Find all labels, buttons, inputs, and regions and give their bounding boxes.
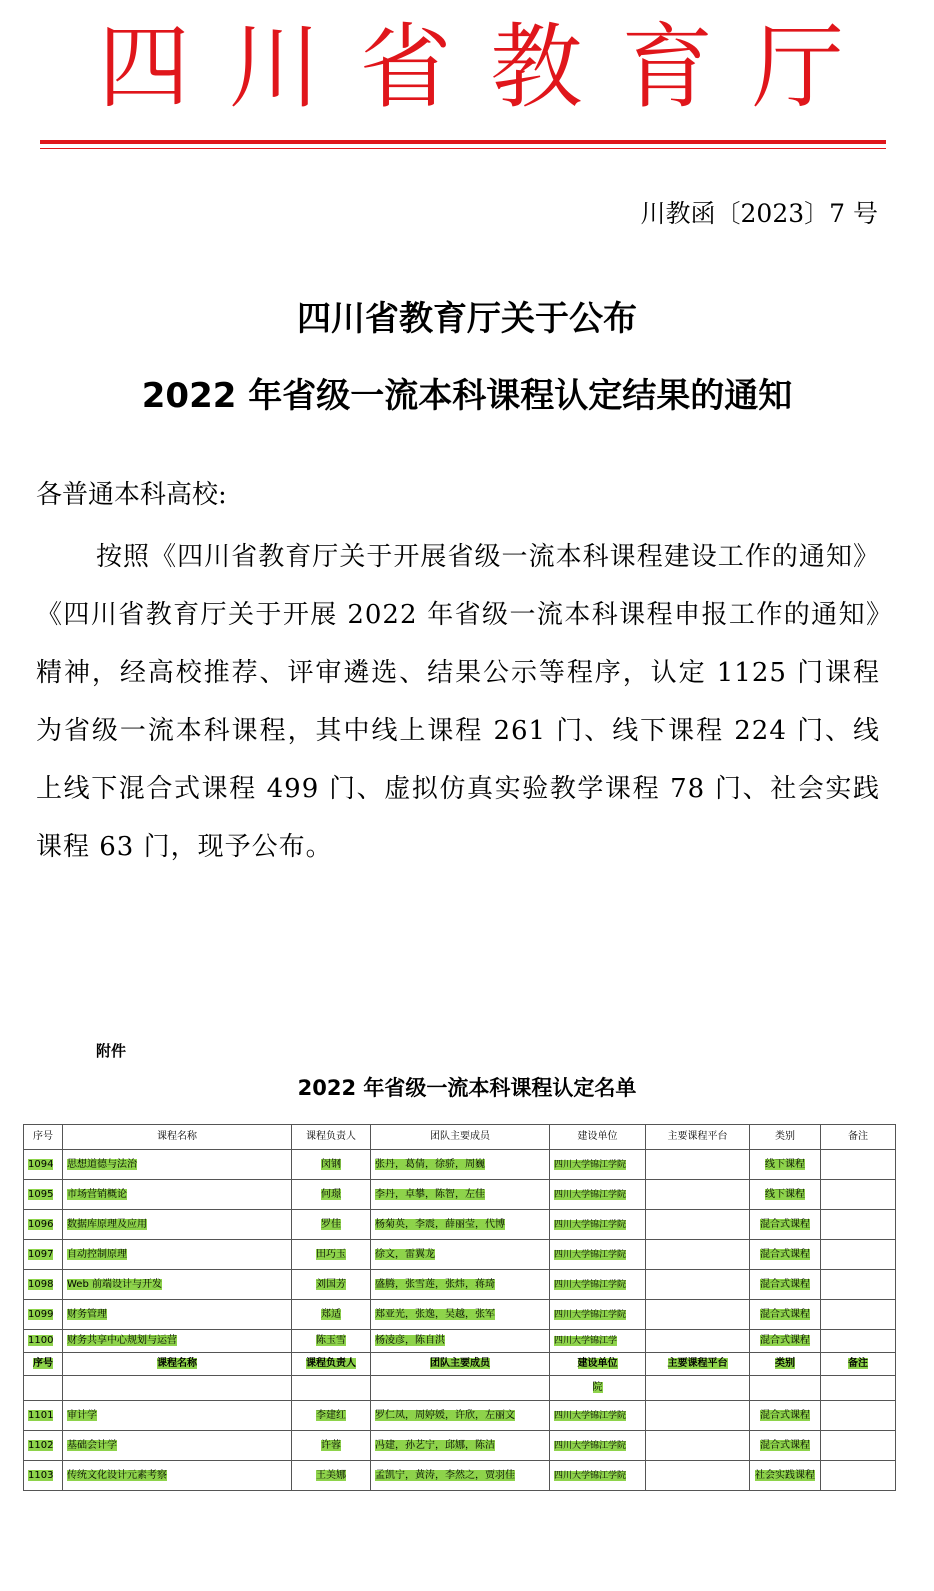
column-header: 主要课程平台: [646, 1353, 750, 1376]
building-unit: 四川大学锦江学院: [550, 1180, 646, 1210]
course-name: 审计学: [63, 1401, 292, 1431]
team-members: 李丹，卓攀，陈智，左佳: [371, 1180, 550, 1210]
course-lead: 罗佳: [292, 1210, 371, 1240]
row-number: 1096: [24, 1210, 63, 1240]
row-note: [821, 1180, 896, 1210]
course-category: 线下课程: [750, 1180, 821, 1210]
table-row: [24, 1210, 896, 1240]
building-unit: 四川大学锦江学院: [550, 1300, 646, 1330]
row-number: 1097: [24, 1240, 63, 1270]
course-platform: [646, 1180, 750, 1210]
table-row: [24, 1300, 896, 1330]
column-header: 课程负责人: [292, 1125, 371, 1150]
letterhead: [40, 14, 886, 121]
building-unit: 四川大学锦江学院: [550, 1210, 646, 1240]
course-platform: [646, 1210, 750, 1240]
row-note: [821, 1270, 896, 1300]
table-title: 2022 年省级一流本科课程认定名单: [297, 1076, 637, 1100]
team-members: 郑亚光，张逸，吴越，张军: [371, 1300, 550, 1330]
row-number: 1100: [24, 1330, 63, 1353]
table-header-row: [24, 1125, 896, 1150]
row-number: 1102: [24, 1431, 63, 1461]
continuation-cell: [292, 1376, 371, 1401]
course-name: 自动控制原理: [63, 1240, 292, 1270]
document-number: 川教函〔2023〕7 号: [640, 199, 878, 228]
course-platform: [646, 1240, 750, 1270]
course-category: 混合式课程: [750, 1401, 821, 1431]
course-platform: [646, 1150, 750, 1180]
continuation-cell: [646, 1376, 750, 1401]
row-number: 1103: [24, 1461, 63, 1491]
course-category: 社会实践课程: [750, 1461, 821, 1491]
team-members: 杨菊英，李震，薛丽莹，代博: [371, 1210, 550, 1240]
course-category: 混合式课程: [750, 1240, 821, 1270]
course-lead: 陈玉雪: [292, 1330, 371, 1353]
column-header: 类别: [750, 1125, 821, 1150]
notice-title-line2: 2022 年省级一流本科课程认定结果的通知: [141, 376, 793, 416]
row-number: 1094: [24, 1150, 63, 1180]
building-unit: 四川大学锦江学院: [550, 1270, 646, 1300]
building-unit: 四川大学锦江学院: [550, 1431, 646, 1461]
notice-title-line1: 四川省教育厅关于公布: [297, 299, 637, 339]
continuation-cell: 院: [550, 1376, 646, 1401]
building-unit: 四川大学锦江学院: [550, 1461, 646, 1491]
row-number: 1101: [24, 1401, 63, 1431]
column-header: 建设单位: [550, 1353, 646, 1376]
building-unit: 四川大学锦江学: [550, 1330, 646, 1353]
header-rule-thin: [40, 148, 886, 149]
table-row: [24, 1330, 896, 1353]
building-unit: 四川大学锦江学院: [550, 1240, 646, 1270]
continuation-cell: [24, 1376, 63, 1401]
row-note: [821, 1461, 896, 1491]
notice-body: 按照《四川省教育厅关于开展省级一流本科课程建设工作的通知》《四川省教育厅关于开展 2022 年省级一流本科课程申报工作的通知》精神，经高校推荐、评审遴选、结果公示等程序，认定 1125 门课程为省级一流本科课程，其中线上课程 261 门、线下课程 224 门、线上线下混合式课程 499 门、虚拟仿真实验教学课程 78 门、社会实践课程 63 门，现予公布。: [36, 542, 880, 862]
attachment-label: 附件: [96, 1042, 127, 1060]
course-category: 混合式课程: [750, 1270, 821, 1300]
course-category: 线下课程: [750, 1150, 821, 1180]
continuation-row: [24, 1376, 896, 1401]
row-note: [821, 1401, 896, 1431]
column-header: 课程名称: [63, 1125, 292, 1150]
row-note: [821, 1431, 896, 1461]
team-members: 盛腾，张雪莲，张炜，蒋琦: [371, 1270, 550, 1300]
column-header: 主要课程平台: [646, 1125, 750, 1150]
course-table: [23, 1124, 896, 1491]
table-row: [24, 1431, 896, 1461]
course-platform: [646, 1461, 750, 1491]
column-header: 课程负责人: [292, 1353, 371, 1376]
row-note: [821, 1300, 896, 1330]
table-row: [24, 1401, 896, 1431]
row-number: 1095: [24, 1180, 63, 1210]
column-header: 序号: [24, 1353, 63, 1376]
course-platform: [646, 1270, 750, 1300]
column-header: 团队主要成员: [371, 1125, 550, 1150]
table-row: [24, 1180, 896, 1210]
table-header-row: [24, 1353, 896, 1376]
column-header: 序号: [24, 1125, 63, 1150]
course-name: Web 前端设计与开发: [63, 1270, 292, 1300]
team-members: 冯建，孙艺宁，邱娜，陈洁: [371, 1431, 550, 1461]
continuation-cell: [371, 1376, 550, 1401]
course-lead: 何璟: [292, 1180, 371, 1210]
table-row: [24, 1461, 896, 1491]
letterhead-char: 省: [359, 14, 452, 121]
team-members: 杨凌彦，陈自洪: [371, 1330, 550, 1353]
course-lead: 刘国芳: [292, 1270, 371, 1300]
row-number: 1098: [24, 1270, 63, 1300]
course-name: 财务共享中心规划与运营: [63, 1330, 292, 1353]
course-platform: [646, 1330, 750, 1353]
building-unit: 四川大学锦江学院: [550, 1401, 646, 1431]
row-note: [821, 1240, 896, 1270]
course-category: 混合式课程: [750, 1300, 821, 1330]
course-name: 数据库原理及应用: [63, 1210, 292, 1240]
column-header: 课程名称: [63, 1353, 292, 1376]
course-lead: 李建红: [292, 1401, 371, 1431]
header-rule-thick: [40, 140, 886, 144]
building-unit: 四川大学锦江学院: [550, 1150, 646, 1180]
course-name: 财务管理: [63, 1300, 292, 1330]
row-note: [821, 1210, 896, 1240]
letterhead-char: 厅: [751, 14, 844, 121]
letterhead-char: 四: [98, 14, 191, 121]
column-header: 建设单位: [550, 1125, 646, 1150]
course-lead: 王美娜: [292, 1461, 371, 1491]
course-name: 基础会计学: [63, 1431, 292, 1461]
column-header: 备注: [821, 1125, 896, 1150]
course-category: 混合式课程: [750, 1330, 821, 1353]
course-platform: [646, 1401, 750, 1431]
course-category: 混合式课程: [750, 1431, 821, 1461]
table-row: [24, 1270, 896, 1300]
letterhead-char: 教: [490, 14, 583, 121]
letterhead-char: 育: [621, 14, 714, 121]
course-platform: [646, 1300, 750, 1330]
course-table-body: [24, 1125, 896, 1491]
course-lead: 许蓉: [292, 1431, 371, 1461]
row-number: 1099: [24, 1300, 63, 1330]
continuation-cell: [750, 1376, 821, 1401]
letterhead-char: 川: [228, 14, 321, 121]
continuation-cell: [63, 1376, 292, 1401]
course-category: 混合式课程: [750, 1210, 821, 1240]
column-header: 团队主要成员: [371, 1353, 550, 1376]
salutation: 各普通本科高校:: [36, 480, 227, 510]
course-lead: 闵钢: [292, 1150, 371, 1180]
team-members: 张丹，葛倩，徐骄，周巍: [371, 1150, 550, 1180]
row-note: [821, 1330, 896, 1353]
course-lead: 郑适: [292, 1300, 371, 1330]
course-name: 市场营销概论: [63, 1180, 292, 1210]
course-platform: [646, 1431, 750, 1461]
team-members: 罗仁凤，周婷媛，许欣，左丽文: [371, 1401, 550, 1431]
course-name: 思想道德与法治: [63, 1150, 292, 1180]
row-note: [821, 1150, 896, 1180]
column-header: 类别: [750, 1353, 821, 1376]
column-header: 备注: [821, 1353, 896, 1376]
team-members: 孟凯宁，黄涛，李然之，贾羽佳: [371, 1461, 550, 1491]
table-row: [24, 1240, 896, 1270]
team-members: 徐文，雷翼龙: [371, 1240, 550, 1270]
table-row: [24, 1150, 896, 1180]
course-lead: 田巧玉: [292, 1240, 371, 1270]
course-name: 传统文化设计元素考察: [63, 1461, 292, 1491]
continuation-cell: [821, 1376, 896, 1401]
